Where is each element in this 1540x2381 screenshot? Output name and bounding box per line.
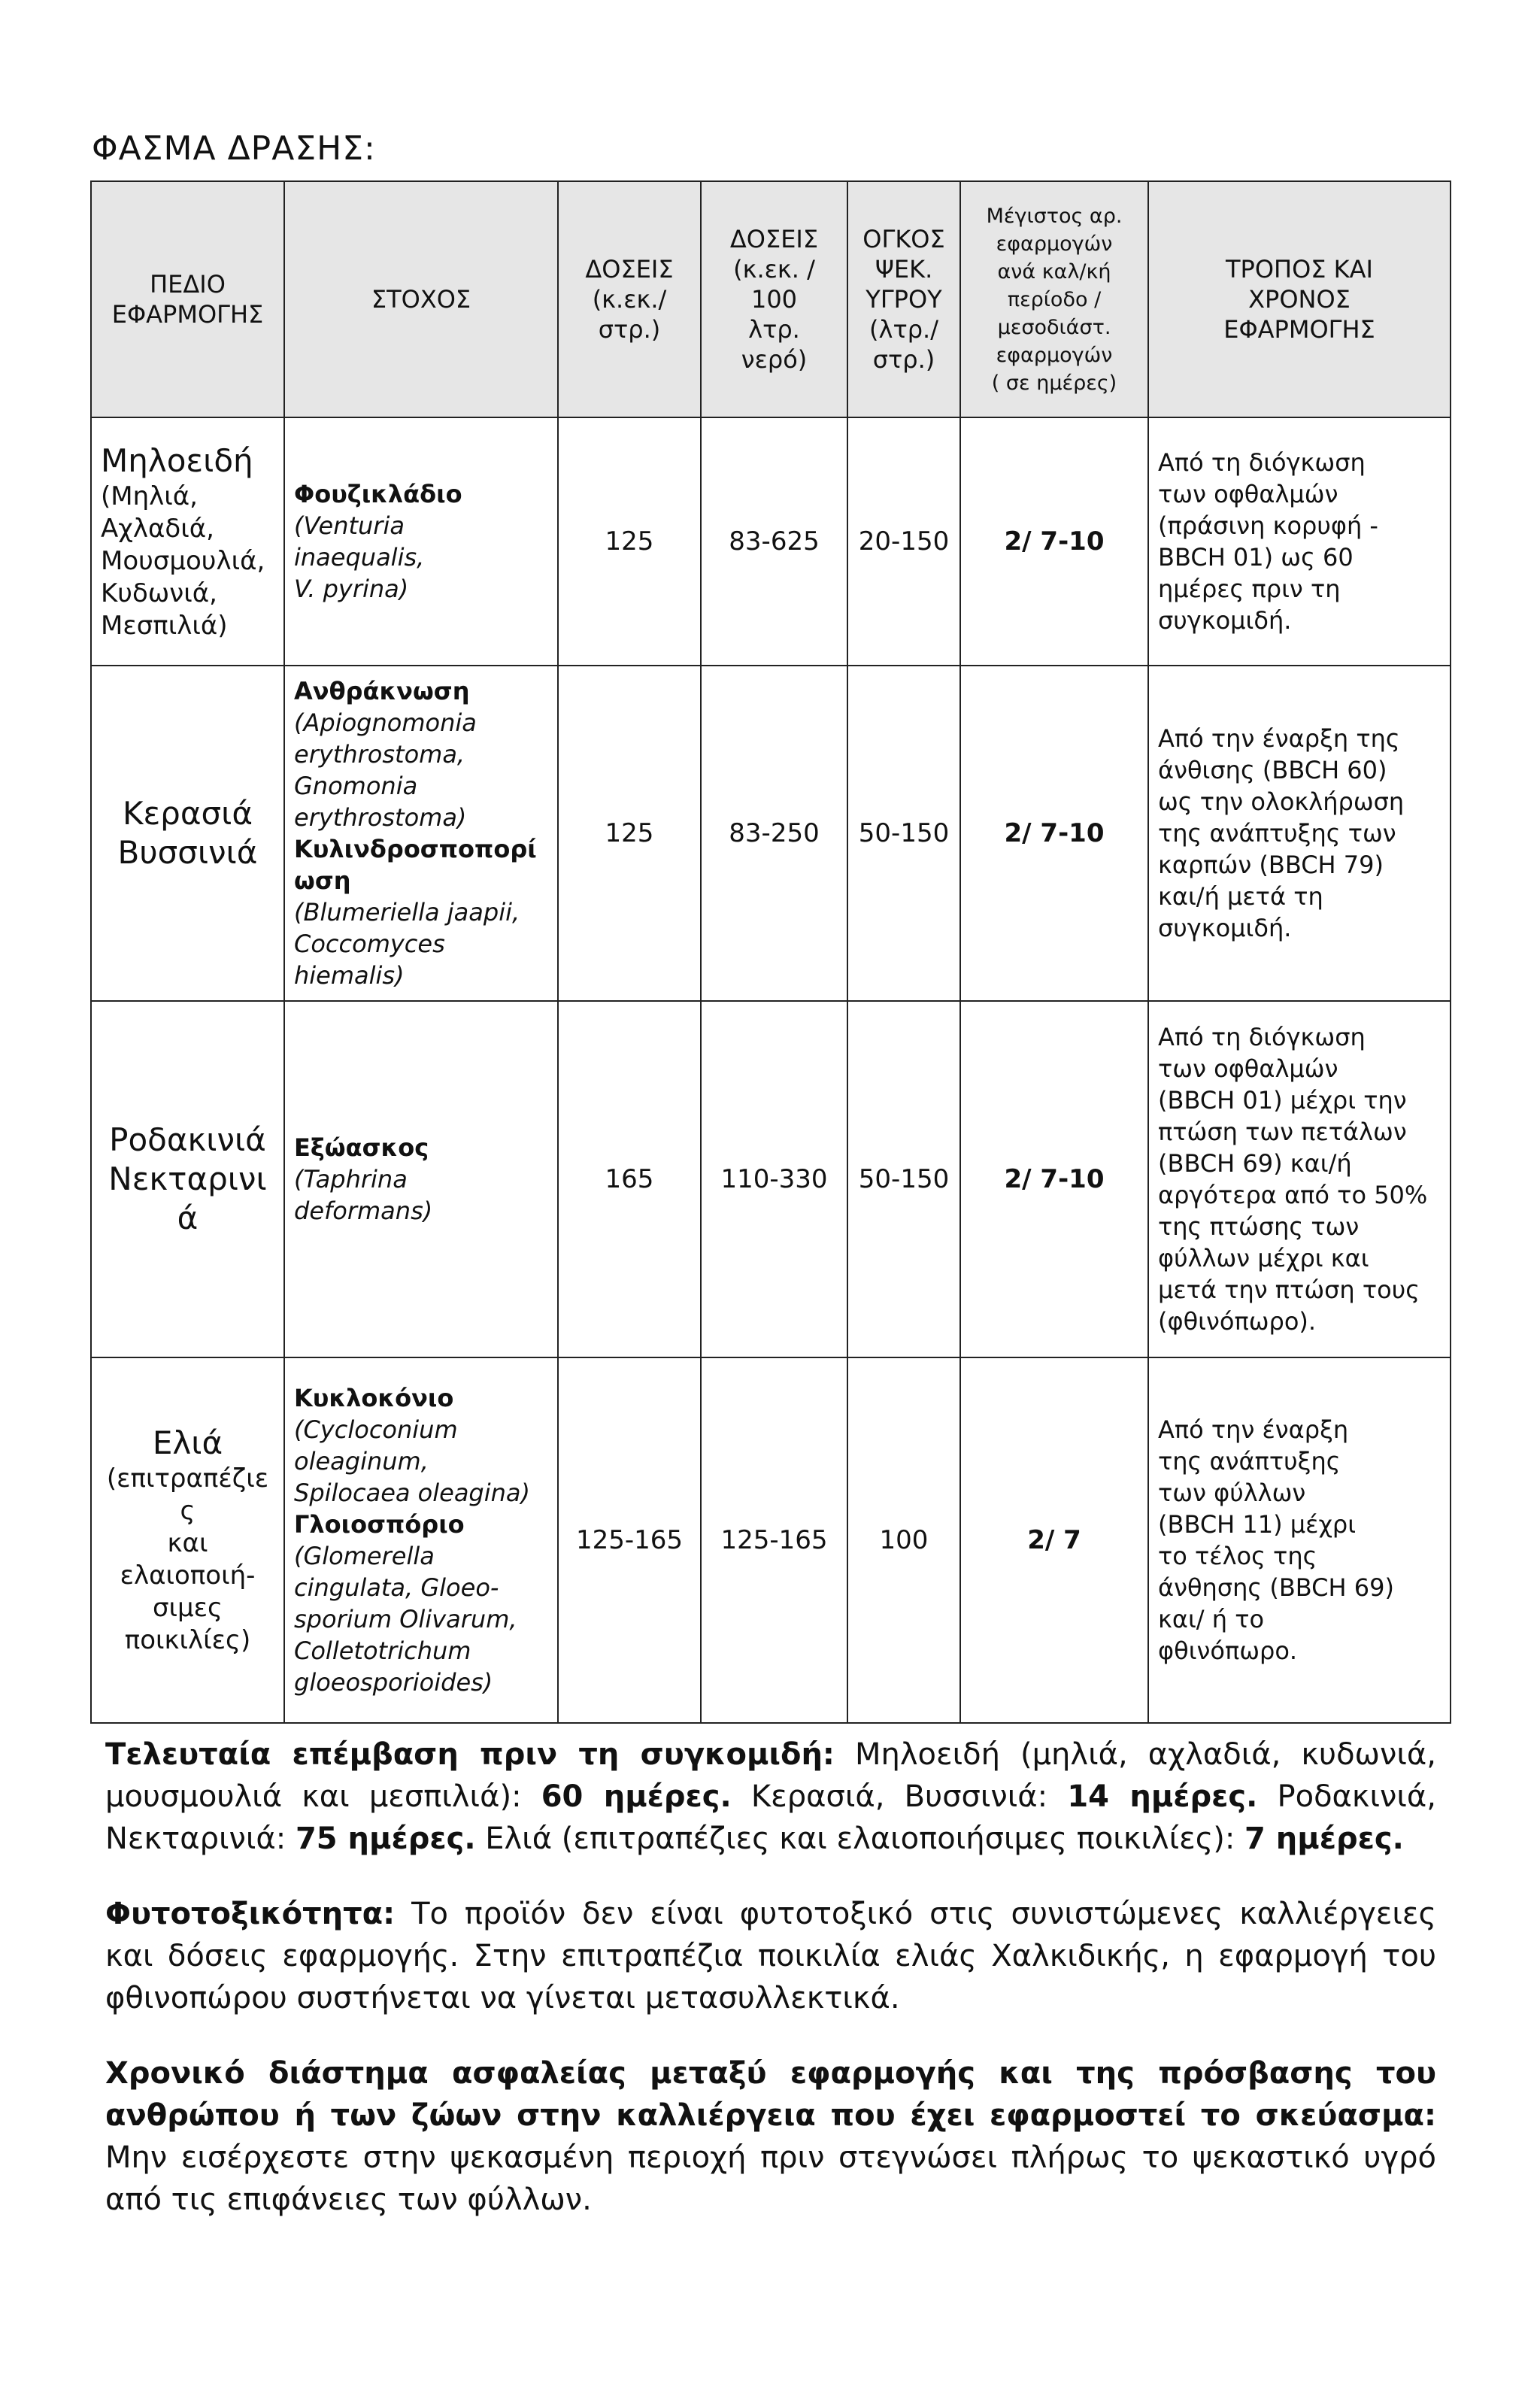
pest-scientific-name: Spilocaea oleagina) bbox=[294, 1479, 530, 1507]
method-line: Από την έναρξη της bbox=[1158, 724, 1400, 753]
target-cell bbox=[284, 1001, 558, 1357]
header-applications bbox=[960, 181, 1148, 417]
header-lines bbox=[568, 254, 691, 344]
method-line: (BBCH 11) μέχρι bbox=[1158, 1510, 1357, 1539]
method-line: φύλλων μέχρι και bbox=[1158, 1244, 1369, 1272]
header-volume bbox=[847, 181, 960, 417]
crop-name: Νεκταρινιά bbox=[108, 1160, 267, 1236]
crop-cell bbox=[91, 1357, 284, 1723]
header-line: ΥΓΡΟΥ bbox=[865, 285, 942, 314]
pest-scientific-name: V. pyrina) bbox=[294, 575, 409, 603]
pest-scientific-name: (Glomerella bbox=[294, 1542, 435, 1570]
method-line: BBCH 01) ως 60 bbox=[1158, 543, 1354, 572]
crop-name: Κερασιά bbox=[122, 795, 253, 832]
header-lines bbox=[294, 284, 548, 314]
dose-stremma-cell: 125-165 bbox=[558, 1357, 701, 1723]
pest-scientific-name: inaequalis, bbox=[294, 543, 425, 572]
header-line: ΔΟΣΕΙΣ bbox=[585, 255, 674, 284]
crop-detail: Κυδωνιά, bbox=[101, 578, 217, 608]
crop-cell bbox=[91, 1001, 284, 1357]
method-cell bbox=[1148, 417, 1451, 666]
header-line: ΟΓΚΟΣ bbox=[862, 225, 945, 253]
header-lines bbox=[857, 224, 950, 375]
note-label: Τελευταία επέμβαση πριν τη συγκομιδή: bbox=[105, 1737, 835, 1772]
header-line: ( σε ημέρες) bbox=[991, 371, 1117, 395]
method-line: φθινόπωρο. bbox=[1158, 1636, 1298, 1665]
pest-name: Εξώασκος bbox=[294, 1133, 429, 1162]
header-line: ανά καλ/κή bbox=[997, 259, 1111, 284]
method-line: (πράσινη κορυφή - bbox=[1158, 511, 1378, 540]
method-line: ημέρες πριν τη bbox=[1158, 575, 1341, 603]
method-line: Από τη διόγκωση bbox=[1158, 1023, 1366, 1051]
pest-name: Γλοιοσπόριο bbox=[294, 1510, 465, 1539]
dose-stremma-cell: 125 bbox=[558, 666, 701, 1001]
target-cell bbox=[284, 417, 558, 666]
method-line: (BBCH 01) μέχρι την bbox=[1158, 1086, 1407, 1115]
crop-name: Ροδακινιά bbox=[109, 1121, 266, 1158]
method-line: αργότερα από το 50% bbox=[1158, 1181, 1428, 1209]
header-line: ΔΟΣΕΙΣ bbox=[729, 225, 819, 253]
dose-100l-cell: 83-625 bbox=[701, 417, 847, 666]
note-label: Φυτοτοξικότητα: bbox=[105, 1897, 396, 1931]
method-line: των φύλλων bbox=[1158, 1479, 1306, 1507]
note-text: Το προϊόν δεν είναι φυτοτοξικό στις συνιστώμενες καλλιέργειες και δόσεις εφαρμογής. Στην επιτραπέζια ποικιλία ελιάς Χαλκιδικής, η εφαρμογή του φθινοπώρου συστήνεται να γίνεται μετασυλλεκτικά. bbox=[105, 1897, 1436, 2016]
note-paragraph bbox=[105, 1733, 1436, 1860]
crop-detail: Μεσπιλιά) bbox=[101, 610, 228, 641]
volume-cell: 50-150 bbox=[847, 666, 960, 1001]
method-line: της ανάπτυξης bbox=[1158, 1447, 1341, 1476]
pest-scientific-name: (Apiognomonia bbox=[294, 708, 477, 737]
header-line: ΣΤΟΧΟΣ bbox=[371, 285, 471, 314]
crop-cell bbox=[91, 666, 284, 1001]
crop-detail: Μουσμουλιά, bbox=[101, 545, 265, 576]
pest-name: Ανθράκνωση bbox=[294, 677, 470, 705]
spectrum-table bbox=[90, 180, 1451, 1724]
method-line: συγκομιδή. bbox=[1158, 606, 1292, 635]
pest-scientific-name: Coccomyces bbox=[294, 930, 445, 958]
method-line: των οφθαλμών bbox=[1158, 1054, 1338, 1083]
header-lines bbox=[101, 269, 274, 329]
table-body bbox=[91, 417, 1451, 1723]
dose-stremma-cell: 125 bbox=[558, 417, 701, 666]
pest-scientific-name: Colletotrichum bbox=[294, 1636, 471, 1665]
method-line: το τέλος της bbox=[1158, 1542, 1317, 1570]
pest-name: Κυλινδροσποπορίωση bbox=[294, 835, 537, 895]
applications-cell: 2/ 7 bbox=[960, 1357, 1148, 1723]
method-line: (φθινόπωρο). bbox=[1158, 1307, 1317, 1336]
method-cell bbox=[1148, 666, 1451, 1001]
header-dose-100l bbox=[701, 181, 847, 417]
header-line: στρ.) bbox=[872, 345, 935, 374]
header-line: εφαρμογών bbox=[996, 232, 1113, 256]
header-line: στρ.) bbox=[598, 315, 661, 344]
pest-scientific-name: erythrostoma) bbox=[294, 803, 467, 832]
notes-section bbox=[105, 1733, 1436, 2254]
crop-detail: ποικιλίες) bbox=[124, 1625, 251, 1655]
header-line: ΨΕΚ. bbox=[875, 255, 933, 284]
method-line: μετά την πτώση τους bbox=[1158, 1275, 1420, 1304]
method-line: (BBCH 69) και/ή bbox=[1158, 1149, 1352, 1178]
crop-name: Ελιά bbox=[152, 1424, 223, 1461]
header-line: λτρ. bbox=[748, 315, 800, 344]
header-target bbox=[284, 181, 558, 417]
crop-name: Βυσσινιά bbox=[117, 834, 258, 871]
crop-detail: σιμες bbox=[152, 1593, 223, 1623]
dose-100l-cell: 110-330 bbox=[701, 1001, 847, 1357]
method-line: Από την έναρξη bbox=[1158, 1415, 1349, 1444]
crop-detail: και bbox=[167, 1528, 208, 1558]
method-line: της πτώσης των bbox=[1158, 1212, 1360, 1241]
method-line: και/ ή το bbox=[1158, 1605, 1265, 1633]
method-line: και/ή μετά τη bbox=[1158, 882, 1323, 911]
method-line: της ανάπτυξης των bbox=[1158, 819, 1396, 848]
method-line: άνθησης (BBCH 69) bbox=[1158, 1573, 1394, 1602]
volume-cell: 50-150 bbox=[847, 1001, 960, 1357]
pest-scientific-name: Gnomonia bbox=[294, 772, 418, 800]
table-header-row bbox=[91, 181, 1451, 417]
crop-detail: ελαιοποιή- bbox=[120, 1561, 256, 1591]
note-label: 14 ημέρες. bbox=[1067, 1779, 1258, 1814]
note-text: Ροδακινιά, Νεκταρινιά: bbox=[105, 1779, 1436, 1856]
crop-name: Μηλοειδή bbox=[101, 441, 253, 479]
header-line: (λτρ./ bbox=[869, 315, 938, 344]
method-line: άνθισης (BBCH 60) bbox=[1158, 756, 1387, 784]
header-line: ΕΦΑΡΜΟΓΗΣ bbox=[1223, 315, 1375, 344]
target-cell bbox=[284, 1357, 558, 1723]
pest-name: Φουζικλάδιο bbox=[294, 480, 462, 508]
method-line: ως την ολοκλήρωση bbox=[1158, 787, 1405, 816]
note-text: Ελιά (επιτραπέζιες και ελαιοποιήσιμες ποικιλίες): bbox=[475, 1821, 1245, 1856]
header-line: 100 bbox=[750, 285, 798, 314]
crop-detail: Αχλαδιά, bbox=[101, 513, 214, 544]
table-row bbox=[91, 1357, 1451, 1723]
pest-scientific-name: erythrostoma, bbox=[294, 740, 465, 769]
table-row bbox=[91, 1001, 1451, 1357]
pest-scientific-name: oleaginum, bbox=[294, 1447, 429, 1476]
dose-100l-cell: 125-165 bbox=[701, 1357, 847, 1723]
applications-cell: 2/ 7-10 bbox=[960, 666, 1148, 1001]
note-text: Κερασιά, Βυσσινιά: bbox=[731, 1779, 1068, 1814]
method-line: των οφθαλμών bbox=[1158, 480, 1338, 508]
method-cell bbox=[1148, 1357, 1451, 1723]
dose-100l-cell: 83-250 bbox=[701, 666, 847, 1001]
method-line: Από τη διόγκωση bbox=[1158, 448, 1366, 477]
header-lines bbox=[711, 224, 838, 375]
pest-scientific-name: (Venturia bbox=[294, 511, 405, 540]
note-label: 75 ημέρες. bbox=[295, 1821, 476, 1856]
header-line: ΤΡΟΠΟΣ ΚΑΙ bbox=[1226, 255, 1373, 284]
header-line: Μέγιστος αρ. bbox=[986, 204, 1123, 228]
header-line: (κ.εκ. / bbox=[733, 255, 815, 284]
header-line: ΠΕΔΙΟ bbox=[150, 270, 226, 299]
note-text: Μην εισέρχεστε στην ψεκασμένη περιοχή πριν στεγνώσει πλήρως το ψεκαστικό υγρό από τις επιφάνειες των φύλλων. bbox=[105, 2140, 1436, 2217]
header-line: νερό) bbox=[741, 345, 808, 374]
pest-scientific-name: (Blumeriella jaapii, bbox=[294, 898, 520, 927]
pest-scientific-name: hiemalis) bbox=[294, 961, 405, 990]
pest-scientific-name: (Taphrina bbox=[294, 1165, 408, 1194]
note-label: 7 ημέρες. bbox=[1244, 1821, 1404, 1856]
header-line: εφαρμογών bbox=[996, 343, 1113, 367]
note-text: Μηλοειδή (μηλιά, αχλαδιά, κυδωνιά, μουσμουλιά και μεσπιλιά): bbox=[105, 1737, 1437, 1814]
target-cell bbox=[284, 666, 558, 1001]
pest-scientific-name: sporium Olivarum, bbox=[294, 1605, 517, 1633]
volume-cell: 100 bbox=[847, 1357, 960, 1723]
pest-scientific-name: cingulata, Gloeo- bbox=[294, 1573, 499, 1602]
header-method bbox=[1148, 181, 1451, 417]
method-line: πτώση των πετάλων bbox=[1158, 1118, 1407, 1146]
note-label: 60 ημέρες. bbox=[541, 1779, 732, 1814]
dose-stremma-cell: 165 bbox=[558, 1001, 701, 1357]
section-heading: ΦΑΣΜΑ ΔΡΑΣΗΣ: bbox=[92, 129, 376, 168]
method-line: συγκομιδή. bbox=[1158, 914, 1292, 942]
header-dose-stremma bbox=[558, 181, 701, 417]
pest-scientific-name: (Cycloconium bbox=[294, 1415, 458, 1444]
note-paragraph bbox=[105, 1893, 1436, 2019]
applications-cell: 2/ 7-10 bbox=[960, 417, 1148, 666]
header-line: μεσοδιάστ. bbox=[997, 315, 1111, 339]
header-line: περίοδο / bbox=[1007, 287, 1102, 311]
crop-detail: (Μηλιά, bbox=[101, 481, 198, 511]
pest-scientific-name: gloeosporioides) bbox=[294, 1668, 493, 1697]
note-label: Χρονικό διάστημα ασφαλείας μεταξύ εφαρμογής και της πρόσβασης του ανθρώπου ή των ζώων στην καλλιέργεια που έχει εφαρμοστεί το σκεύασμα: bbox=[105, 2056, 1436, 2133]
crop-cell bbox=[91, 417, 284, 666]
pest-name: Κυκλοκόνιο bbox=[294, 1384, 454, 1412]
volume-cell: 20-150 bbox=[847, 417, 960, 666]
header-field bbox=[91, 181, 284, 417]
header-lines bbox=[1158, 254, 1441, 344]
header-line: (κ.εκ./ bbox=[592, 285, 667, 314]
crop-detail: (επιτραπέζιες bbox=[106, 1463, 269, 1526]
applications-cell: 2/ 7-10 bbox=[960, 1001, 1148, 1357]
table-row bbox=[91, 417, 1451, 666]
table-row bbox=[91, 666, 1451, 1001]
header-line: ΕΦΑΡΜΟΓΗΣ bbox=[111, 300, 264, 329]
header-lines bbox=[970, 202, 1138, 397]
header-line: ΧΡΟΝΟΣ bbox=[1248, 285, 1351, 314]
note-paragraph bbox=[105, 2052, 1436, 2221]
pest-scientific-name: deformans) bbox=[294, 1197, 433, 1225]
method-cell bbox=[1148, 1001, 1451, 1357]
method-line: καρπών (BBCH 79) bbox=[1158, 851, 1384, 879]
